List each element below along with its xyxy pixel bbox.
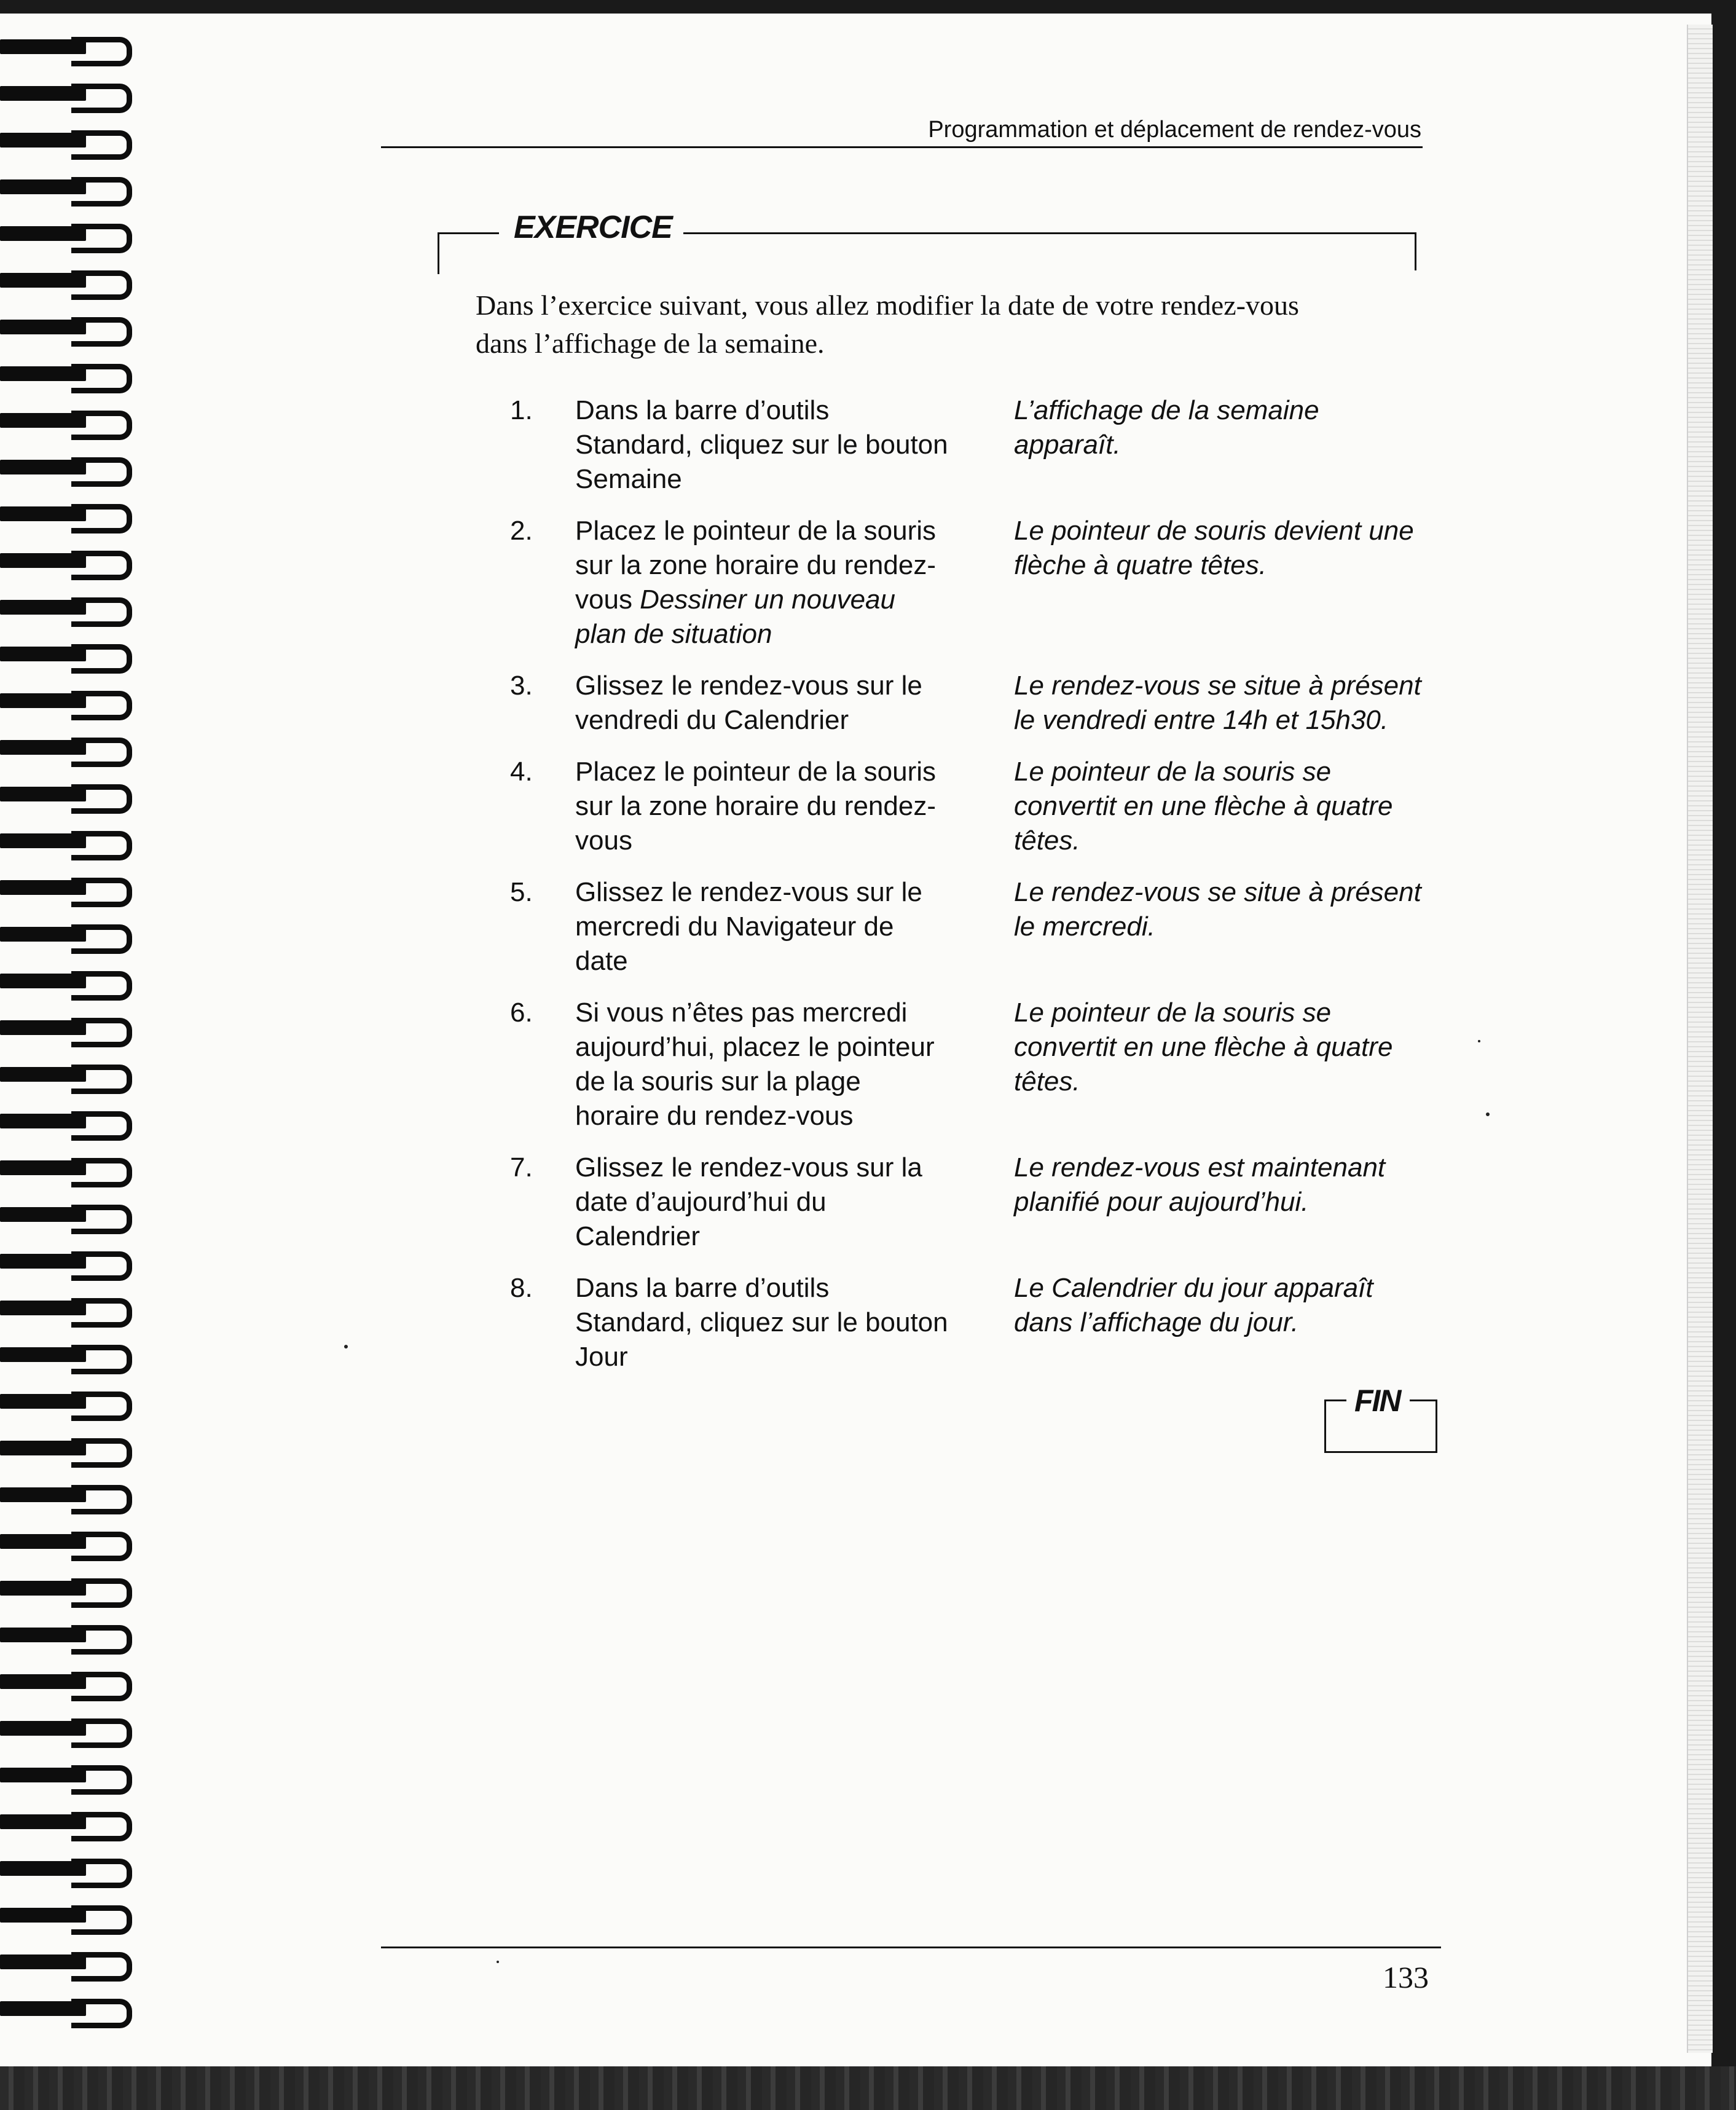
coil-loop [71,1111,132,1141]
result-line: Le pointeur de la souris se [1014,757,1332,787]
spiral-coil [0,1532,147,1553]
step-result [1014,514,1469,652]
step-instruction [575,1271,1011,1374]
appointment-name: Dessiner un nouveau [640,585,896,615]
appointment-name: plan de situation [575,619,772,649]
step-instruction [575,996,1011,1133]
result-line: Le pointeur de la souris se [1014,998,1332,1028]
step-instruction [575,393,1011,497]
coil-loop [71,84,132,113]
instruction-line: de la souris sur la plage [575,1066,861,1096]
instruction-line: Dans la barre d’outils [575,395,830,425]
coil-loop [71,644,132,674]
instruction-text: vous [575,585,640,615]
coil-loop [71,1859,132,1888]
fin-frame-top-right [1410,1399,1436,1401]
spiral-coil [0,1672,147,1693]
spiral-coil [0,1999,147,2020]
spiral-coil [0,317,147,338]
spiral-coil [0,1065,147,1085]
spiral-coil [0,270,147,291]
spiral-coil [0,1485,147,1506]
spiral-coil [0,1765,147,1786]
spiral-coil [0,1158,147,1179]
spiral-binding [0,37,147,2065]
spiral-coil [0,878,147,899]
coil-loop [71,224,132,253]
step-result [1014,1271,1469,1374]
scan-speck [344,1345,348,1348]
spiral-coil [0,411,147,431]
spiral-coil [0,831,147,852]
step-result [1014,393,1469,497]
header-rule [381,146,1423,148]
result-line: Le Calendrier du jour apparaît [1014,1273,1373,1303]
coil-loop [71,1672,132,1701]
spiral-coil [0,84,147,104]
exercise-frame-top-right [683,232,1416,234]
instruction-line: sur la zone horaire du rendez- [575,791,936,821]
page-number: 133 [1383,1960,1429,1994]
scan-bottom-edge [0,2066,1736,2110]
coil-loop [71,738,132,767]
result-line: Le rendez-vous est maintenant [1014,1152,1386,1183]
instruction-line: Si vous n’êtes pas mercredi [575,998,908,1028]
spiral-coil [0,1345,147,1366]
result-line: apparaît. [1014,430,1121,460]
result-line: le vendredi entre 14h et 15h30. [1014,705,1389,735]
coil-loop [71,1298,132,1328]
spiral-coil [0,130,147,151]
coil-loop [71,1205,132,1234]
coil-loop [71,1018,132,1047]
spiral-coil [0,1578,147,1599]
spiral-coil [0,1812,147,1833]
exercise-frame-top-left [438,232,499,234]
step-instruction [575,669,1011,738]
spiral-coil [0,738,147,758]
step-instruction [575,1151,1011,1254]
coil-loop [71,1578,132,1608]
result-line: têtes. [1014,825,1080,856]
coil-loop [71,1812,132,1841]
steps-list [510,393,1469,1374]
coil-loop [71,551,132,580]
intro-line: dans l’affichage de la semaine. [476,328,825,359]
spiral-coil [0,37,147,58]
coil-loop [71,317,132,347]
instruction-line: Glissez le rendez-vous sur la [575,1152,922,1183]
step-number: 4. [510,757,533,787]
coil-loop [71,1952,132,1982]
step-1 [510,393,1469,497]
spiral-coil [0,1718,147,1739]
spiral-coil [0,364,147,385]
step-3 [510,669,1469,738]
spiral-coil [0,504,147,525]
step-instruction [575,514,1011,652]
coil-loop [71,831,132,860]
spiral-coil [0,551,147,572]
step-number: 2. [510,516,533,546]
spiral-coil [0,457,147,478]
spiral-coil [0,644,147,665]
coil-loop [71,364,132,393]
spiral-coil [0,784,147,805]
instruction-line [575,583,1011,617]
instruction-line [575,617,1011,652]
result-line: têtes. [1014,1066,1080,1096]
step-result [1014,755,1469,858]
spiral-coil [0,1018,147,1039]
instruction-line: mercredi du Navigateur de [575,911,894,942]
intro-line: Dans l’exercice suivant, vous allez modifier la date de votre rendez-vous [476,289,1299,321]
fin-frame-top-left [1324,1399,1346,1401]
coil-loop [71,1251,132,1281]
step-number: 5. [510,877,533,907]
coil-loop [71,1158,132,1187]
running-header: Programmation et déplacement de rendez-vous [928,117,1421,143]
instruction-line: Jour [575,1342,628,1372]
coil-loop [71,411,132,440]
instruction-line: Glissez le rendez-vous sur le [575,671,922,701]
result-line: L’affichage de la semaine [1014,395,1319,425]
coil-loop [71,784,132,814]
step-5 [510,875,1469,978]
spiral-coil [0,1205,147,1226]
scan-speck [1486,1112,1490,1116]
step-4 [510,755,1469,858]
instruction-line: horaire du rendez-vous [575,1101,854,1131]
spiral-coil [0,1298,147,1319]
step-8 [510,1271,1469,1374]
exercise-title: EXERCICE [514,210,672,245]
spiral-coil [0,1859,147,1880]
step-number: 1. [510,395,533,425]
instruction-line: Standard, cliquez sur le bouton [575,430,948,460]
step-result [1014,669,1469,738]
instruction-line: Placez le pointeur de la souris [575,516,936,546]
spiral-coil [0,924,147,945]
spiral-coil [0,1952,147,1973]
result-line: convertit en une flèche à quatre [1014,791,1393,821]
coil-loop [71,1765,132,1795]
instruction-line: aujourd’hui, placez le pointeur [575,1032,935,1062]
coil-loop [71,1485,132,1514]
step-number: 6. [510,998,533,1028]
instruction-line: Calendrier [575,1221,700,1251]
spiral-coil [0,691,147,712]
coil-loop [71,1999,132,2028]
result-line: Le rendez-vous se situe à présent [1014,671,1421,701]
scan-speck [497,1961,499,1963]
footer-rule [381,1947,1441,1948]
result-line: convertit en une flèche à quatre [1014,1032,1393,1062]
spiral-coil [0,1251,147,1272]
instruction-line: date d’aujourd’hui du [575,1187,827,1217]
instruction-line: Dans la barre d’outils [575,1273,830,1303]
spiral-coil [0,1392,147,1412]
scan-speck [1478,1040,1480,1042]
exercise-intro [476,286,1422,363]
coil-loop [71,1345,132,1374]
instruction-line: Placez le pointeur de la souris [575,757,936,787]
coil-loop [71,1392,132,1421]
step-2 [510,514,1469,652]
end-marker: FIN [1354,1384,1400,1418]
step-instruction [575,755,1011,858]
instruction-line: vous [575,825,632,856]
step-6 [510,996,1469,1133]
step-7 [510,1151,1469,1254]
instruction-line: Glissez le rendez-vous sur le [575,877,922,907]
spiral-coil [0,1111,147,1132]
coil-loop [71,130,132,160]
coil-loop [71,37,132,66]
coil-loop [71,691,132,720]
coil-loop [71,878,132,907]
exercise-frame-right-tick [1415,232,1416,270]
step-result [1014,1151,1469,1254]
result-line: le mercredi. [1014,911,1155,942]
result-line: Le rendez-vous se situe à présent [1014,877,1421,907]
coil-loop [71,1905,132,1935]
spiral-coil [0,597,147,618]
step-result [1014,996,1469,1133]
step-instruction [575,875,1011,978]
step-result [1014,875,1469,978]
result-line: planifié pour aujourd’hui. [1014,1187,1309,1217]
instruction-line: Semaine [575,464,682,494]
spiral-coil [0,1905,147,1926]
spiral-coil [0,971,147,992]
coil-loop [71,1625,132,1655]
page-stack-edge [1687,25,1713,2053]
step-number: 3. [510,671,533,701]
coil-loop [71,270,132,300]
instruction-line: vendredi du Calendrier [575,705,849,735]
instruction-line: date [575,946,628,976]
coil-loop [71,504,132,533]
coil-loop [71,1438,132,1468]
instruction-line: sur la zone horaire du rendez- [575,550,936,580]
coil-loop [71,1532,132,1561]
spiral-coil [0,1625,147,1646]
step-number: 8. [510,1273,533,1303]
spiral-coil [0,177,147,198]
coil-loop [71,924,132,954]
coil-loop [71,1065,132,1094]
step-number: 7. [510,1152,533,1183]
coil-loop [71,177,132,207]
spiral-coil [0,1438,147,1459]
result-line: flèche à quatre têtes. [1014,550,1267,580]
coil-loop [71,1718,132,1748]
result-line: Le pointeur de souris devient une [1014,516,1414,546]
spiral-coil [0,224,147,245]
exercise-frame-left-tick [438,232,439,274]
result-line: dans l’affichage du jour. [1014,1307,1299,1337]
coil-loop [71,597,132,627]
instruction-line: Standard, cliquez sur le bouton [575,1307,948,1337]
coil-loop [71,971,132,1001]
coil-loop [71,457,132,487]
